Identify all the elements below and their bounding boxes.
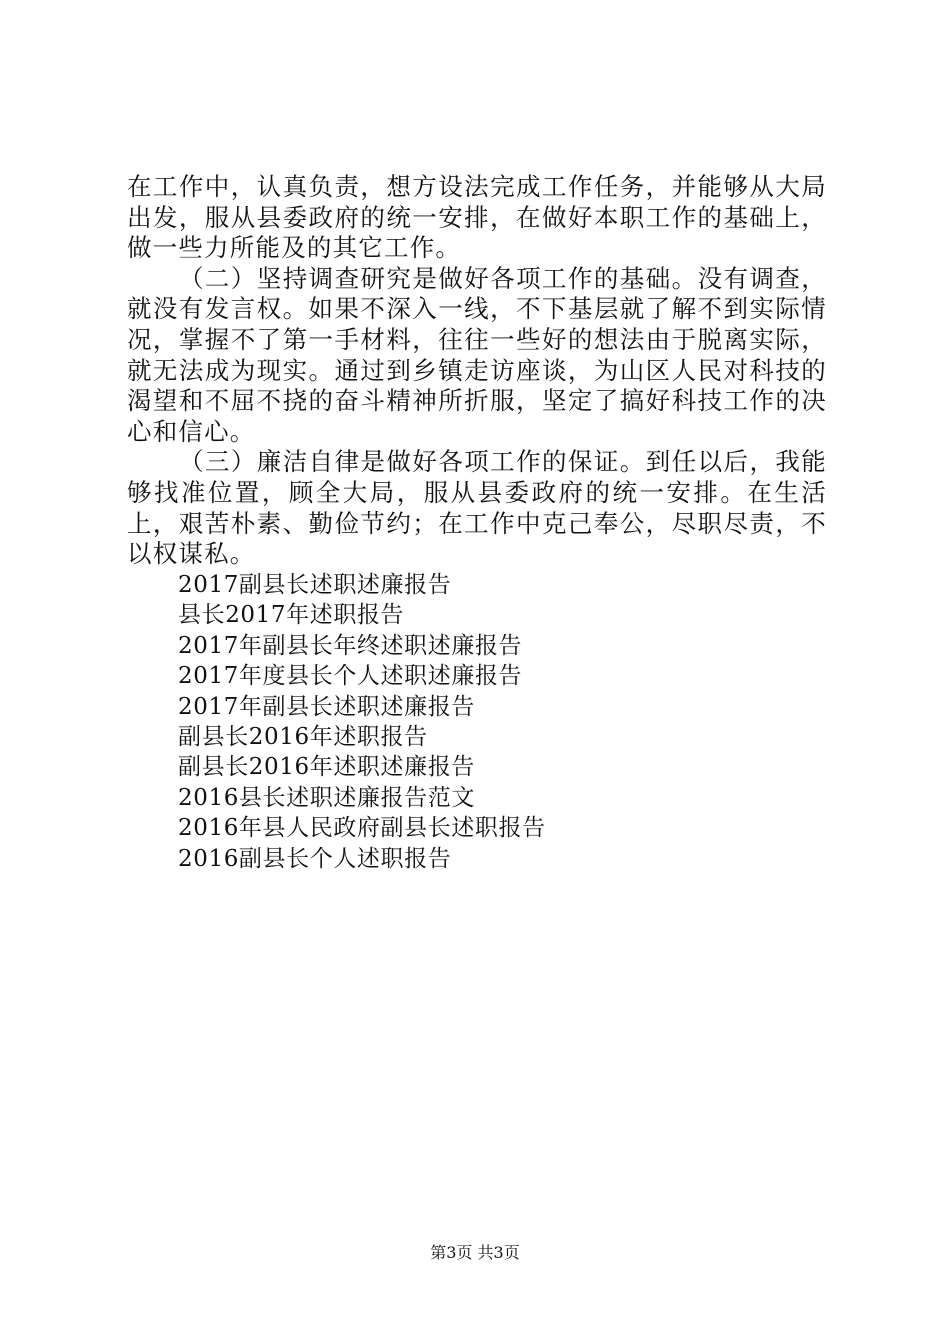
related-report-link[interactable]: 副县长2016年述职报告 bbox=[178, 724, 428, 751]
paragraph-integrity: （三）廉洁自律是做好各项工作的保证。到任以后，我能够找准位置，顾全大局，服从县委政府的统一安排。在生活上，艰苦朴素、勤俭节约；在工作中克己奉公，尽职尽责，不以权谋私。 bbox=[127, 447, 827, 569]
related-reports-list bbox=[178, 570, 778, 874]
document-body bbox=[127, 172, 827, 570]
related-report-link[interactable]: 2017年副县长年终述职述廉报告 bbox=[178, 632, 523, 659]
related-report-link[interactable]: 县长2017年述职报告 bbox=[178, 602, 405, 629]
related-report-link[interactable]: 2016县长述职述廉报告范文 bbox=[178, 784, 475, 811]
related-report-link[interactable]: 2017年副县长述职述廉报告 bbox=[178, 693, 475, 720]
related-report-link[interactable]: 2017副县长述职述廉报告 bbox=[178, 572, 452, 598]
related-report-link[interactable]: 副县长2016年述职述廉报告 bbox=[178, 754, 475, 781]
paragraph-continuation: 在工作中，认真负责，想方设法完成工作任务，并能够从大局出发，服从县委政府的统一安排，在做好本职工作的基础上，做一些力所能及的其它工作。 bbox=[127, 172, 827, 263]
paragraph-investigation: （二）坚持调查研究是做好各项工作的基础。没有调查，就没有发言权。如果不深入一线，不下基层就了解不到实际情况，掌握不了第一手材料，往往一些好的想法由于脱离实际，就无法成为现实。通过到乡镇走访座谈，为山区人民对科技的渴望和不屈不挠的奋斗精神所折服，坚定了搞好科技工作的决心和信心。 bbox=[127, 263, 827, 446]
related-report-link[interactable]: 2016年县人民政府副县长述职报告 bbox=[178, 815, 546, 842]
page-number-footer: 第3页 共3页 bbox=[430, 1243, 520, 1262]
related-report-link[interactable]: 2016副县长个人述职报告 bbox=[178, 845, 452, 872]
related-report-link[interactable]: 2017年度县长个人述职述廉报告 bbox=[178, 663, 523, 690]
